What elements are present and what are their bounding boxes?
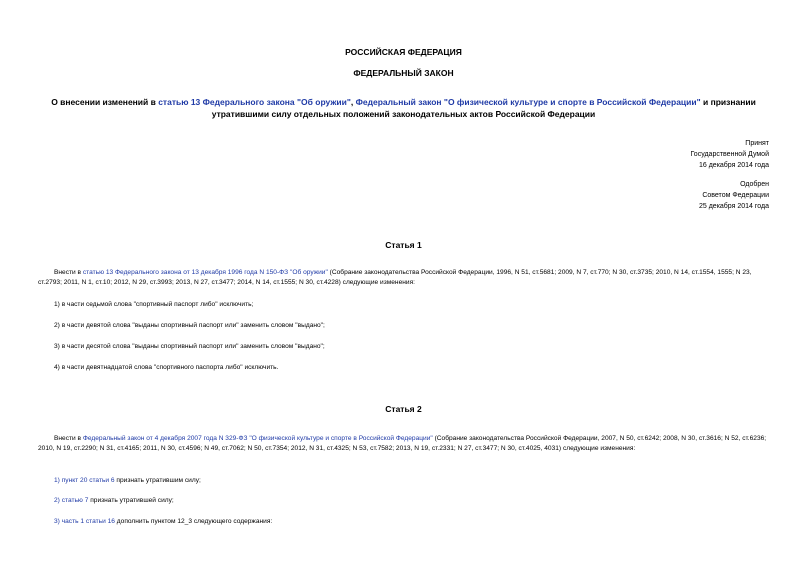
article-2-item-2-prefix: 2) (54, 497, 62, 504)
article-2-item-1-link[interactable]: пункт 20 статьи 6 (61, 477, 115, 484)
article-2-intro-link[interactable]: Федеральный закон от 4 декабря 2007 года N 329-ФЗ "О физической культуре и спорте в Российской Федерации" (82, 435, 433, 442)
article-1-item-2: 2) в части девятой слова "выданы спортивный паспорт или" заменить словом "выдано"; (54, 322, 325, 329)
title-link-weapons-law[interactable]: статью 13 Федерального закона "Об оружии" (158, 97, 351, 107)
article-1-item-3: 3) в части десятой слова "выданы спортивный паспорт или" заменить словом "выдано"; (54, 343, 325, 350)
title-link-sports-law[interactable]: Федеральный закон "О физической культуре и спорте в Российской Федерации" (355, 97, 701, 107)
article-2-item-3-rest: дополнить пунктом 12_3 следующего содержания: (114, 518, 273, 525)
article-2-item-2-rest: признать утратившей силу; (88, 497, 174, 504)
article-1-item-1: 1) в части седьмой слова "спортивный паспорт либо" исключить; (54, 301, 254, 308)
approval-date: 25 декабря 2014 года (698, 203, 769, 210)
law-title (40, 96, 767, 120)
article-2-item-2-link[interactable]: статью 7 (61, 497, 89, 504)
country-heading: РОССИЙСКАЯ ФЕДЕРАЦИЯ (345, 47, 462, 57)
article-2-item-1-prefix: 1) (54, 477, 62, 484)
article-2-item-1 (54, 476, 201, 486)
article-1-intro (38, 268, 770, 288)
article-2-item-2 (54, 496, 174, 506)
article-2-intro-prefix: Внести в (54, 435, 83, 442)
title-text-1: О внесении изменений в (51, 97, 159, 107)
article-2-item-3 (54, 517, 272, 527)
adoption-line-1: Принят (745, 140, 769, 147)
article-2-heading: Статья 2 (385, 404, 422, 414)
article-2-intro (38, 434, 770, 454)
article-1-intro-rest: (Собрание законодательства Российской Федерации, 1996, N 51, ст.5681; 2009, N 7, ст.770; N 30, ст.3735; 2010, N 14, ст.1554, 1555; N 23, ст.2793; 2011, N 1, ст.10; 2012, N 29, ст.3993; 2013, N 27, ст.3477; 2014, N 14, ст.1555; N 30, ст.4228) следующие изменения: (38, 269, 752, 287)
approval-line-2: Советом Федерации (702, 192, 769, 199)
article-1-intro-link[interactable]: статью 13 Федерального закона от 13 декабря 1996 года N 150-ФЗ "Об оружии" (82, 269, 328, 276)
adoption-date: 16 декабря 2014 года (698, 162, 769, 169)
article-2-item-3-link[interactable]: часть 1 статьи 16 (61, 518, 115, 525)
adoption-info (690, 138, 769, 171)
title-text-2: , (350, 97, 356, 107)
approval-info (699, 179, 769, 212)
article-1-item-4: 4) в части девятнадцатой слова "спортивного паспорта либо" исключить. (54, 364, 279, 371)
document-type-heading: ФЕДЕРАЛЬНЫЙ ЗАКОН (353, 68, 454, 78)
approval-line-1: Одобрен (740, 181, 769, 188)
article-1-intro-prefix: Внести в (54, 269, 83, 276)
article-2-item-3-prefix: 3) (54, 518, 62, 525)
article-2-item-1-rest: признать утратившим силу; (114, 477, 201, 484)
article-1-heading: Статья 1 (385, 240, 422, 250)
adoption-line-2: Государственной Думой (690, 151, 769, 158)
article-2-intro-rest: (Собрание законодательства Российской Федерации, 2007, N 50, ст.6242; 2008, N 30, ст.3616; N 52, ст.6236; 2010, N 19, ст.2290; N 31, ст.4165; 2011, N 30, ст.4596; N 49, ст.7062; N 50, ст.7354; 2012, N 31, ст.4325; N 53, ст.7582; 2013, N 19, ст.2331; N 27, ст.3477; N 30, ст.4025, 4031) следующие изменения: (38, 435, 767, 453)
title-text-3: и признании утратившими силу отдельных положений законодательных актов Российской Федерации (211, 97, 756, 119)
